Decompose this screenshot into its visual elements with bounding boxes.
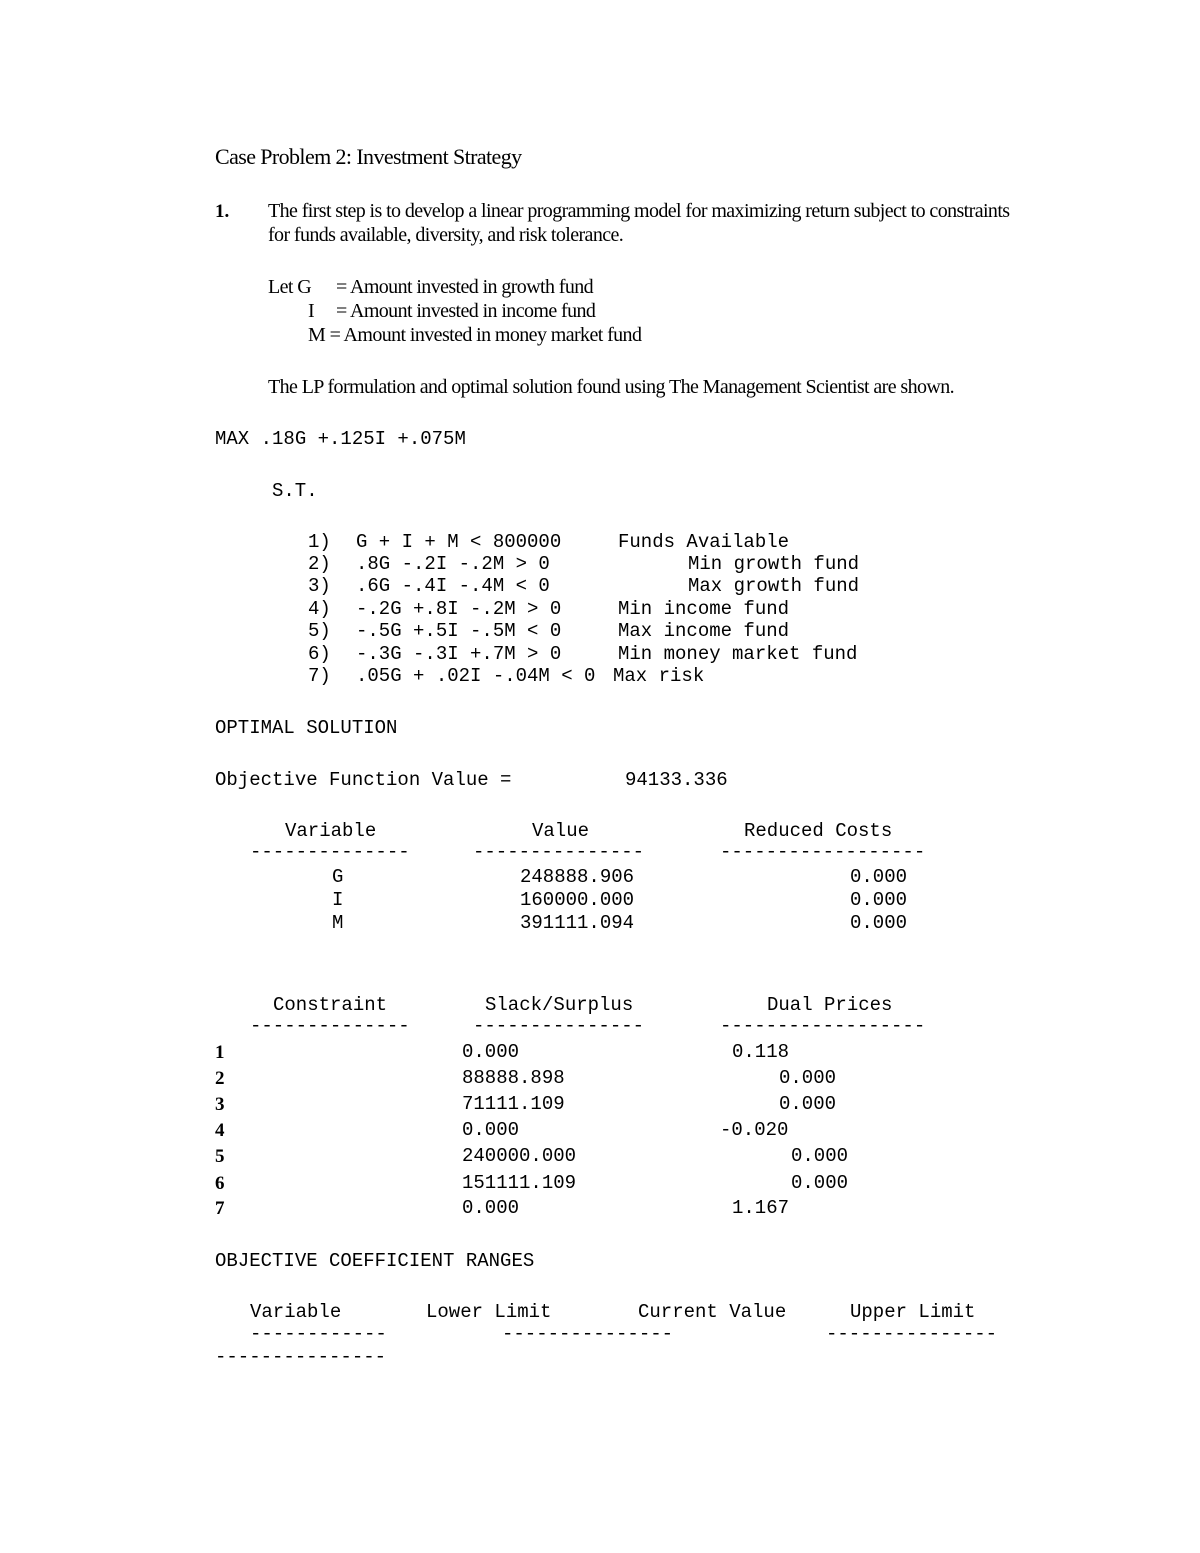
constraint-num: 5) [308,620,331,642]
column-header: Current Value [638,1301,787,1323]
constraint-number: 3 [215,1094,225,1115]
constraint-expr: .6G -.4I -.4M < 0 [356,575,550,597]
constraint-label: Min money market fund [618,643,858,665]
constraint-expr: G + I + M < 800000 [356,531,562,553]
variable-value: 391111.094 [520,912,635,934]
column-header: Slack/Surplus [485,994,634,1016]
slack-value: 71111.109 [462,1093,565,1115]
reduced-cost: 0.000 [850,866,908,888]
header-rule: -------------- [250,1015,410,1037]
constraint-expr: -.2G +.8I -.2M > 0 [356,598,562,620]
header-rule: ------------------ [720,1015,926,1037]
column-header: Variable [250,1301,342,1323]
column-header: Value [532,820,590,842]
column-header: Upper Limit [850,1301,976,1323]
ranges-heading: OBJECTIVE COEFFICIENT RANGES [215,1250,535,1272]
constraint-label: Max risk [613,665,705,687]
reduced-cost: 0.000 [850,912,908,934]
dual-price: 0.000 [791,1172,849,1194]
dual-price: -0.020 [720,1119,789,1141]
page-title: Case Problem 2: Investment Strategy [215,144,522,169]
header-rule: --------------- [473,1015,645,1037]
constraint-number: 7 [215,1198,225,1219]
definition-g: = Amount invested in growth fund [336,276,594,298]
header-rule: -------------- [250,841,410,863]
constraint-number: 6 [215,1173,225,1194]
slack-value: 151111.109 [462,1172,577,1194]
reduced-cost: 0.000 [850,889,908,911]
constraint-number: 2 [215,1068,225,1089]
dual-price: 0.118 [732,1041,790,1063]
variable-name: G [332,866,344,888]
constraint-num: 3) [308,575,331,597]
optimal-solution-heading: OPTIMAL SOLUTION [215,717,398,739]
slack-value: 88888.898 [462,1067,565,1089]
variable-value: 248888.906 [520,866,635,888]
header-rule: ------------ [250,1323,387,1345]
constraint-num: 1) [308,531,331,553]
constraint-expr: -.3G -.3I +.7M > 0 [356,643,562,665]
constraint-expr: -.5G +.5I -.5M < 0 [356,620,562,642]
constraint-label: Max growth fund [688,575,860,597]
constraint-expr: .8G -.2I -.2M > 0 [356,553,550,575]
constraint-label: Funds Available [618,531,790,553]
dual-price: 0.000 [779,1067,837,1089]
constraint-label: Max income fund [618,620,790,642]
definition-i: = Amount invested in income fund [336,300,596,322]
definition-let-g: Let G [268,276,312,298]
variable-name: M [332,912,344,934]
constraint-num: 2) [308,553,331,575]
dual-price: 0.000 [791,1145,849,1167]
header-rule: --------------- [473,841,645,863]
definition-m: M = Amount invested in money market fund [308,324,642,346]
constraint-number: 5 [215,1146,225,1167]
constraint-num: 7) [308,665,331,687]
constraint-label: Min income fund [618,598,790,620]
column-header: Lower Limit [426,1301,552,1323]
dual-price: 1.167 [732,1197,790,1219]
step-text-line-1: The first step is to develop a linear programming model for maximizing return subject to constraints [268,200,1010,222]
variable-name: I [332,889,344,911]
column-header: Reduced Costs [744,820,893,842]
objective-value-label: Objective Function Value = [215,769,512,791]
constraint-number: 1 [215,1042,225,1063]
constraint-num: 4) [308,598,331,620]
header-rule: --------------- [502,1323,674,1345]
slack-value: 0.000 [462,1041,520,1063]
objective-value: 94133.336 [625,769,728,791]
objective-function: MAX .18G +.125I +.075M [215,428,466,450]
slack-value: 240000.000 [462,1145,577,1167]
header-rule: ------------------ [720,841,926,863]
variable-value: 160000.000 [520,889,635,911]
definition-i-var: I [308,300,315,322]
header-rule: --------------- [215,1346,387,1368]
dual-price: 0.000 [779,1093,837,1115]
constraint-label: Min growth fund [688,553,860,575]
step-number: 1. [215,201,230,222]
slack-value: 0.000 [462,1197,520,1219]
constraint-num: 6) [308,643,331,665]
column-header: Variable [285,820,377,842]
column-header: Constraint [273,994,388,1016]
header-rule: --------------- [826,1323,998,1345]
constraint-number: 4 [215,1120,225,1141]
lp-intro: The LP formulation and optimal solution found using The Management Scientist are shown. [268,376,955,398]
column-header: Dual Prices [767,994,893,1016]
constraint-expr: .05G + .02I -.04M < 0 [356,665,596,687]
step-text-line-2: for funds available, diversity, and risk tolerance. [268,224,624,246]
subject-to: S.T. [272,480,318,502]
slack-value: 0.000 [462,1119,520,1141]
